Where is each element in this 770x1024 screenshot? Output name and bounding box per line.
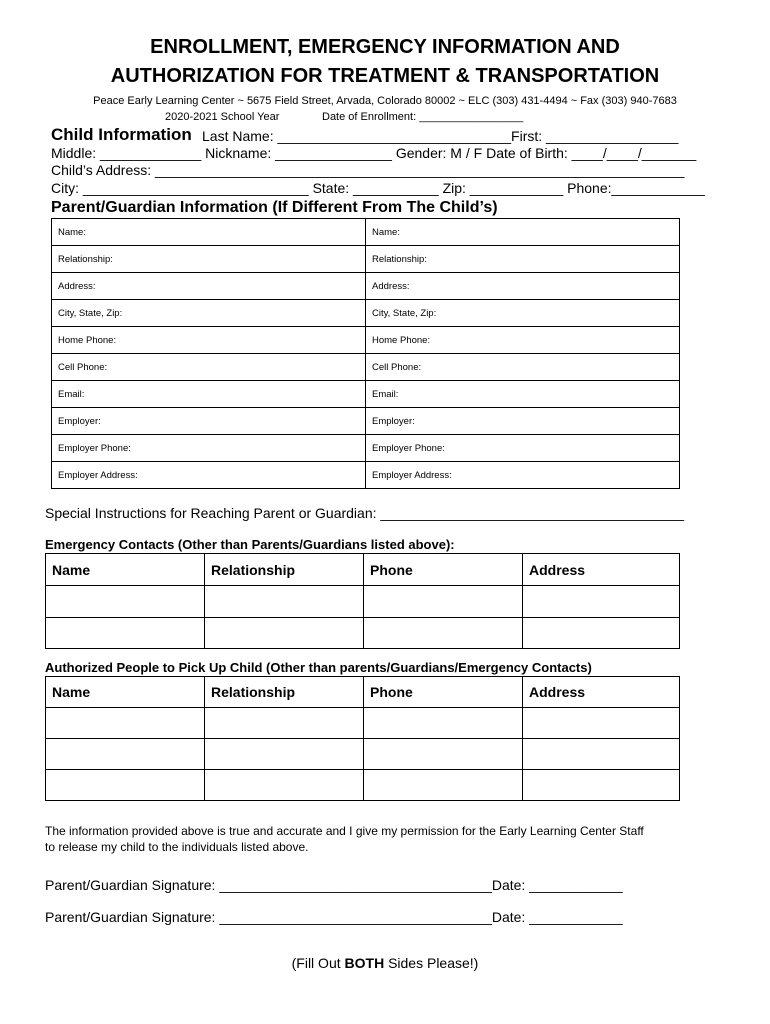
statement-line2: to release my child to the individuals listed above. — [45, 840, 309, 854]
parent1-field[interactable]: Cell Phone: — [52, 354, 366, 381]
statement-line1: The information provided above is true and accurate and I give my permission for the Early Learning Center Staff — [45, 824, 644, 838]
parent1-field[interactable]: Address: — [52, 273, 366, 300]
input-cell[interactable] — [205, 618, 364, 649]
col-header-address: Address — [523, 677, 680, 708]
table-row — [52, 381, 680, 408]
parent2-field[interactable]: Email: — [366, 381, 680, 408]
parent1-field[interactable]: Relationship: — [52, 246, 366, 273]
table-row — [46, 618, 680, 649]
child-city-fields[interactable]: City: _____________________________ State: ___________ Zip: ____________ Phone:____________ — [51, 180, 705, 196]
child-address-field[interactable]: Child’s Address: ____________________________________________________________________ — [51, 162, 685, 178]
table-row — [46, 739, 680, 770]
table-row — [52, 435, 680, 462]
input-cell[interactable] — [46, 739, 205, 770]
table-row — [52, 462, 680, 489]
school-year: 2020-2021 School Year — [165, 111, 280, 123]
footer-note — [0, 955, 770, 971]
input-cell[interactable] — [46, 586, 205, 618]
table-row — [52, 246, 680, 273]
footer-post: Sides Please!) — [384, 955, 479, 971]
input-cell[interactable] — [46, 770, 205, 801]
center-address: Peace Early Learning Center ~ 5675 Field Street, Arvada, Colorado 80002 ~ ELC (303) 431-4494 ~ Fax (303) 940-7683 — [93, 95, 677, 107]
parent2-field[interactable]: Employer Address: — [366, 462, 680, 489]
input-cell[interactable] — [205, 770, 364, 801]
table-row — [52, 273, 680, 300]
child-name-fields[interactable]: Last Name: ______________________________First: _________________ — [202, 128, 679, 144]
input-cell[interactable] — [46, 708, 205, 739]
col-header-address: Address — [523, 554, 680, 586]
parent-guardian-table — [51, 218, 680, 489]
input-cell[interactable] — [523, 708, 680, 739]
input-cell[interactable] — [364, 586, 523, 618]
form-title-line2: AUTHORIZATION FOR TREATMENT & TRANSPORTATION — [110, 65, 660, 87]
input-cell[interactable] — [364, 708, 523, 739]
parent2-field[interactable]: Relationship: — [366, 246, 680, 273]
input-cell[interactable] — [46, 618, 205, 649]
table-row — [46, 770, 680, 801]
parent2-field[interactable]: Employer Phone: — [366, 435, 680, 462]
emergency-contacts-heading: Emergency Contacts (Other than Parents/Guardians listed above): — [45, 537, 455, 552]
form-title-line1: ENROLLMENT, EMERGENCY INFORMATION AND — [150, 36, 620, 58]
parent2-field[interactable]: Home Phone: — [366, 327, 680, 354]
parent1-field[interactable]: Name: — [52, 219, 366, 246]
parent-info-heading: Parent/Guardian Information (If Different From The Child’s) — [51, 199, 498, 216]
col-header-relationship: Relationship — [205, 677, 364, 708]
signature-field-2[interactable]: Parent/Guardian Signature: ___________________________________Date: ____________ — [45, 909, 623, 925]
parent2-field[interactable]: Cell Phone: — [366, 354, 680, 381]
col-header-phone: Phone — [364, 554, 523, 586]
parent1-field[interactable]: City, State, Zip: — [52, 300, 366, 327]
input-cell[interactable] — [205, 586, 364, 618]
table-row — [52, 327, 680, 354]
parent2-field[interactable]: Address: — [366, 273, 680, 300]
input-cell[interactable] — [205, 739, 364, 770]
parent2-field[interactable]: Employer: — [366, 408, 680, 435]
enrollment-date-field[interactable]: Date of Enrollment: _________________ — [322, 111, 524, 123]
table-row — [46, 708, 680, 739]
pickup-table — [45, 676, 680, 801]
input-cell[interactable] — [205, 708, 364, 739]
input-cell[interactable] — [523, 586, 680, 618]
table-row — [52, 219, 680, 246]
col-header-phone: Phone — [364, 677, 523, 708]
col-header-relationship: Relationship — [205, 554, 364, 586]
input-cell[interactable] — [364, 770, 523, 801]
table-row — [52, 354, 680, 381]
special-instructions-field[interactable]: Special Instructions for Reaching Parent or Guardian: _______________________________________ — [45, 505, 685, 521]
parent1-field[interactable]: Employer: — [52, 408, 366, 435]
input-cell[interactable] — [523, 770, 680, 801]
input-cell[interactable] — [364, 739, 523, 770]
parent2-field[interactable]: City, State, Zip: — [366, 300, 680, 327]
table-row — [52, 408, 680, 435]
table-row — [46, 586, 680, 618]
input-cell[interactable] — [364, 618, 523, 649]
child-info-heading: Child Information — [51, 125, 192, 144]
signature-field-1[interactable]: Parent/Guardian Signature: ___________________________________Date: ____________ — [45, 877, 623, 893]
parent2-field[interactable]: Name: — [366, 219, 680, 246]
parent1-field[interactable]: Home Phone: — [52, 327, 366, 354]
parent1-field[interactable]: Employer Address: — [52, 462, 366, 489]
child-details-fields[interactable]: Middle: _____________ Nickname: _______________ Gender: M / F Date of Birth: ____/____/_______ — [51, 145, 697, 161]
footer-pre: (Fill Out — [291, 955, 345, 971]
col-header-name: Name — [46, 677, 205, 708]
emergency-contacts-table — [45, 553, 680, 649]
pickup-heading: Authorized People to Pick Up Child (Other than parents/Guardians/Emergency Contacts) — [45, 660, 592, 675]
col-header-name: Name — [46, 554, 205, 586]
footer-bold: BOTH — [344, 955, 385, 971]
input-cell[interactable] — [523, 618, 680, 649]
parent1-field[interactable]: Email: — [52, 381, 366, 408]
parent1-field[interactable]: Employer Phone: — [52, 435, 366, 462]
table-row — [52, 300, 680, 327]
input-cell[interactable] — [523, 739, 680, 770]
